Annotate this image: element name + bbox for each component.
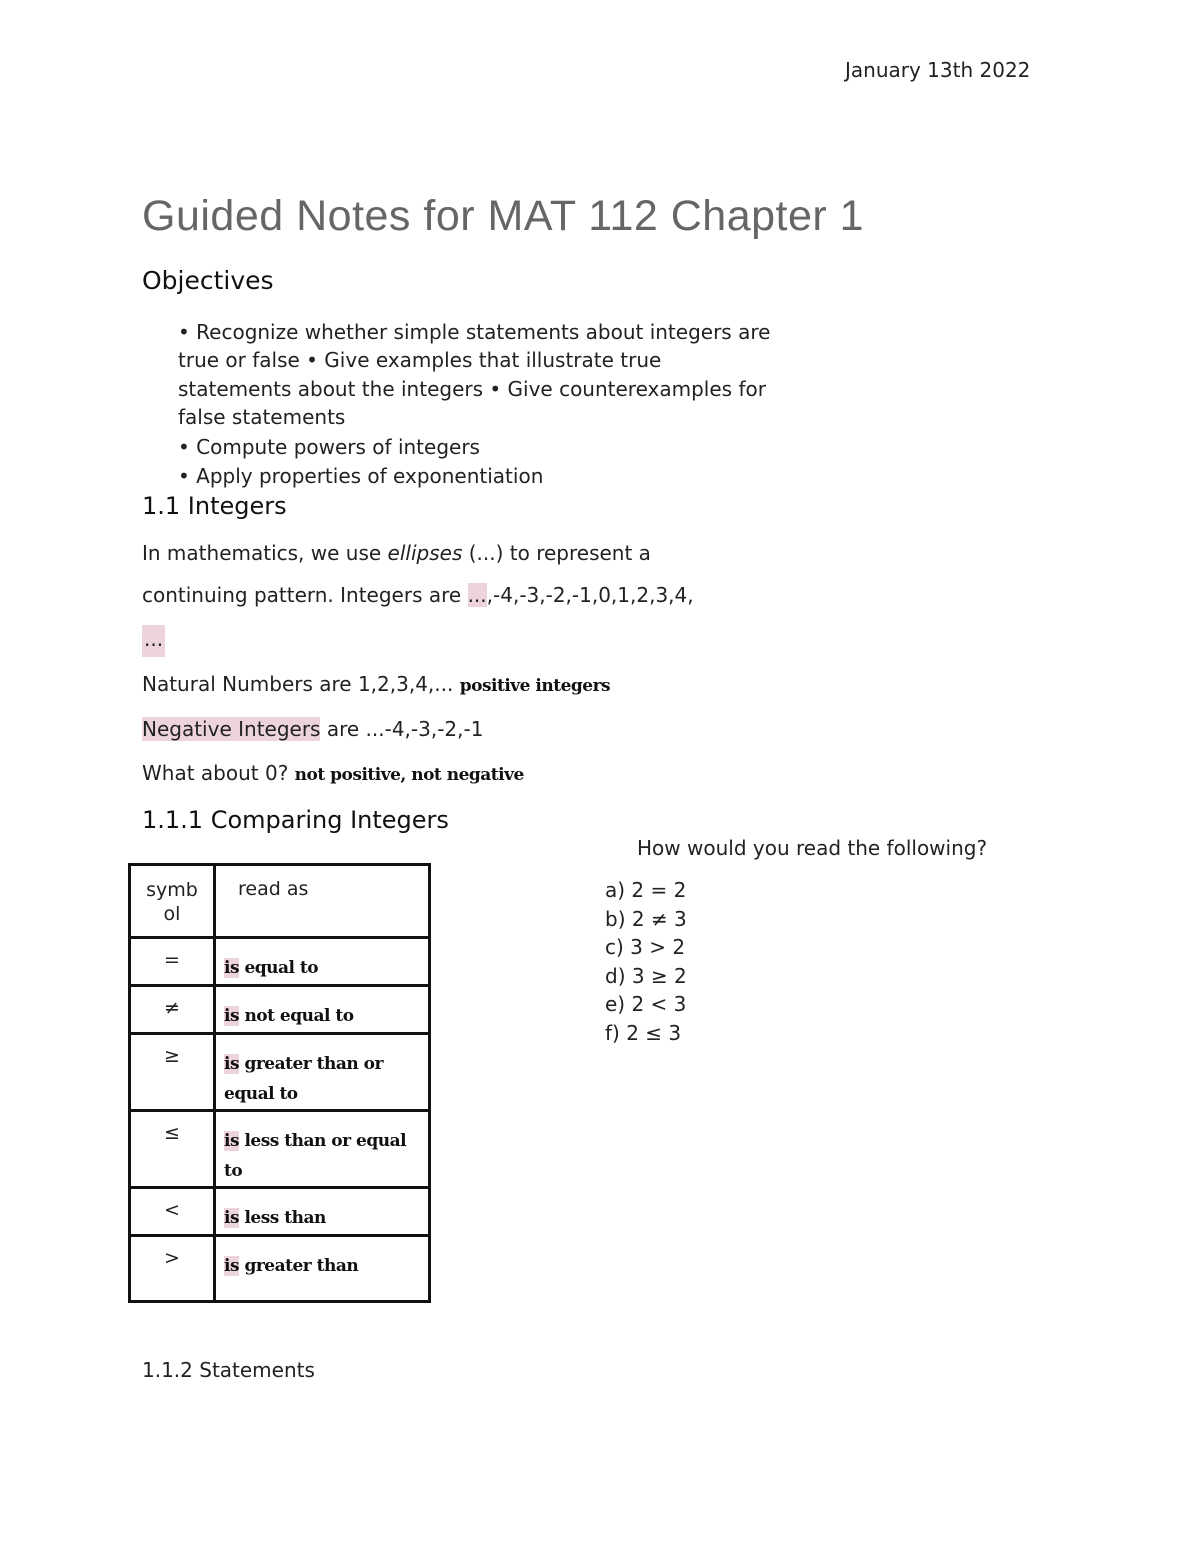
read-as-cell: [215, 1188, 430, 1236]
symbol-cell: =: [130, 938, 215, 986]
comparison-table: [128, 863, 431, 1303]
objective-line: • Apply properties of exponentiation: [178, 464, 544, 488]
integers-continuation: [142, 627, 165, 651]
text-run: greater than: [239, 1256, 359, 1276]
table-row: [130, 1188, 430, 1236]
objectives-heading: Objectives: [142, 266, 274, 295]
list-item: e) 2 < 3: [605, 992, 687, 1016]
text-run: continuing pattern. Integers are: [142, 583, 468, 607]
list-item: b) 2 ≠ 3: [605, 906, 687, 931]
objective-line: false statements: [178, 405, 346, 429]
list-item: c) 3 > 2: [605, 935, 686, 959]
highlighted-term: Negative Integers: [142, 717, 321, 741]
natural-numbers-line: [142, 672, 610, 696]
negative-integers-line: [142, 717, 483, 741]
text-run: In mathematics, we use: [142, 541, 388, 565]
header-text: ol: [163, 903, 181, 925]
table-row: [130, 986, 430, 1034]
text-run: equal to: [239, 958, 319, 978]
text-run: are ...-4,-3,-2,-1: [320, 717, 484, 741]
read-as-cell: [215, 1034, 430, 1111]
highlighted-word: is: [224, 1256, 240, 1276]
objective-line: true or false • Give examples that illustrate true: [178, 348, 662, 372]
read-as-cell: [215, 1111, 430, 1188]
symbol-cell: ≠: [130, 986, 215, 1034]
read-as-cell: [215, 1236, 430, 1302]
section-heading-statements: 1.1.2 Statements: [142, 1358, 315, 1382]
text-run: not equal to: [239, 1006, 354, 1026]
text-run: less than: [239, 1208, 326, 1228]
table-row: [130, 1034, 430, 1111]
text-run: Natural Numbers are 1,2,3,4,...: [142, 672, 460, 696]
page-title: Guided Notes for MAT 112 Chapter 1: [142, 192, 865, 240]
symbol-cell: ≥: [130, 1034, 215, 1111]
read-as-cell: [215, 986, 430, 1034]
highlighted-word: is: [224, 1208, 240, 1228]
read-as-header-cell: read as: [215, 865, 430, 938]
list-item: a) 2 = 2: [605, 878, 687, 902]
reading-question: How would you read the following?: [637, 836, 988, 860]
highlighted-word: is: [224, 1006, 240, 1026]
table-row: [130, 1111, 430, 1188]
table-header-row: [130, 865, 430, 938]
symbol-header-cell: [130, 865, 215, 938]
highlighted-blank: ...: [467, 583, 487, 607]
highlighted-blank: ...: [142, 625, 165, 657]
ellipses-term: ellipses: [387, 541, 463, 565]
highlighted-word: is: [224, 958, 240, 978]
header-text: symb: [146, 879, 198, 901]
symbol-cell: <: [130, 1188, 215, 1236]
text-run: less than or equal: [239, 1131, 407, 1151]
text-run: ,-4,-3,-2,-1,0,1,2,3,4,: [486, 583, 694, 607]
ellipses-paragraph: [142, 541, 651, 565]
list-item: f) 2 ≤ 3: [605, 1020, 682, 1045]
objective-line: • Recognize whether simple statements about integers are: [178, 320, 771, 344]
highlighted-word: is: [224, 1054, 240, 1074]
text-run: (...) to represent a: [462, 541, 651, 565]
section-heading-comparing: 1.1.1 Comparing Integers: [142, 806, 449, 834]
objective-line: statements about the integers • Give counterexamples for: [178, 377, 766, 401]
text-run: equal to: [224, 1084, 298, 1104]
table-row: [130, 1236, 430, 1302]
objective-line: • Compute powers of integers: [178, 435, 480, 459]
symbol-cell: ≤: [130, 1111, 215, 1188]
highlighted-word: is: [224, 1131, 240, 1151]
handwritten-answer: not positive, not negative: [294, 765, 524, 785]
read-as-cell: [215, 938, 430, 986]
reading-list: [605, 876, 687, 1047]
zero-question-line: [142, 761, 524, 785]
text-run: greater than or: [239, 1054, 383, 1074]
symbol-cell: >: [130, 1236, 215, 1302]
handwritten-answer: positive integers: [459, 676, 611, 696]
text-run: to: [224, 1161, 243, 1181]
text-run: What about 0?: [142, 761, 295, 785]
document-date: January 13th 2022: [845, 58, 1031, 82]
table-row: [130, 938, 430, 986]
list-item: d) 3 ≥ 2: [605, 963, 687, 988]
section-heading-integers: 1.1 Integers: [142, 492, 287, 520]
integers-paragraph: [142, 583, 694, 607]
